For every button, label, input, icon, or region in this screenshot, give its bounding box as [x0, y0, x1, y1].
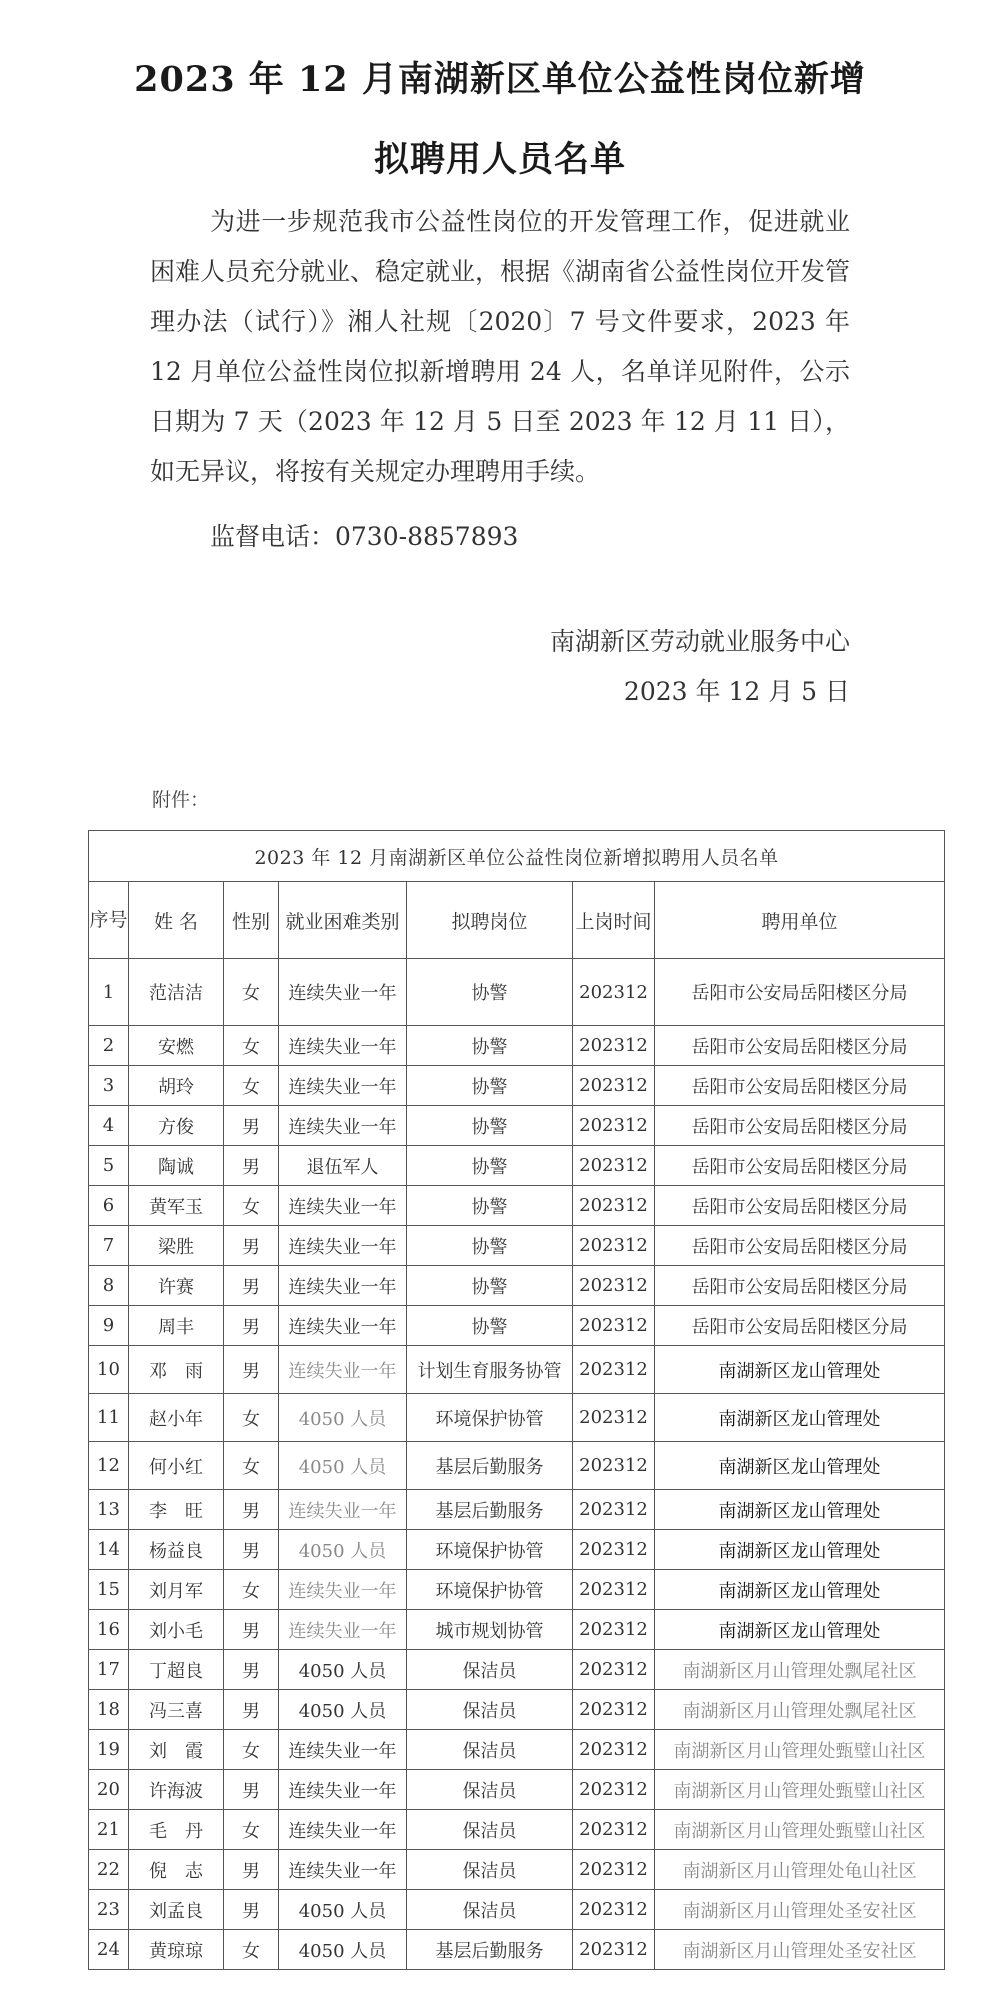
- cell-unit: 南湖新区月山管理处圣安社区: [655, 1930, 945, 1970]
- cell-start: 202312: [573, 1890, 655, 1930]
- cell-no: 18: [89, 1690, 129, 1730]
- cell-gender: 女: [224, 1570, 279, 1610]
- table-row: [89, 959, 945, 1026]
- cell-no: 2: [89, 1026, 129, 1066]
- cell-name: 赵小年: [129, 1394, 224, 1442]
- cell-position: 基层后勤服务: [407, 1442, 573, 1490]
- table-row: [89, 1066, 945, 1106]
- cell-start: 202312: [573, 1106, 655, 1146]
- cell-gender: 女: [224, 1730, 279, 1770]
- table-row: [89, 1266, 945, 1306]
- cell-unit: 岳阳市公安局岳阳楼区分局: [655, 1146, 945, 1186]
- table-row: [89, 1186, 945, 1226]
- table-row: [89, 1930, 945, 1970]
- cell-gender: 女: [224, 1810, 279, 1850]
- cell-unit: 岳阳市公安局岳阳楼区分局: [655, 1226, 945, 1266]
- cell-position: 城市规划协管: [407, 1610, 573, 1650]
- cell-name: 许海波: [129, 1770, 224, 1810]
- cell-category: 连续失业一年: [279, 1226, 407, 1266]
- table-row: [89, 1610, 945, 1650]
- cell-no: 24: [89, 1930, 129, 1970]
- cell-gender: 男: [224, 1650, 279, 1690]
- cell-position: 计划生育服务协管: [407, 1346, 573, 1394]
- cell-no: 7: [89, 1226, 129, 1266]
- cell-name: 邓 雨: [129, 1346, 224, 1394]
- cell-name: 黄琼琼: [129, 1930, 224, 1970]
- intro-paragraph: 为进一步规范我市公益性岗位的开发管理工作，促进就业困难人员充分就业、稳定就业，根据《湖南省公益性岗位开发管理办法（试行）》湘人社规〔2020〕7 号文件要求，2023 年 12 月单位公益性岗位拟新增聘用 24 人，名单详见附件，公示日期为 7 天（2023 年 12 月 5 日至 2023 年 12 月 11 日），如无异议，将按有关规定办理聘用手续。: [150, 207, 851, 486]
- cell-start: 202312: [573, 1346, 655, 1394]
- cell-no: 13: [89, 1490, 129, 1530]
- cell-gender: 男: [224, 1226, 279, 1266]
- cell-no: 8: [89, 1266, 129, 1306]
- cell-category: 连续失业一年: [279, 1106, 407, 1146]
- cell-no: 16: [89, 1610, 129, 1650]
- cell-category: 连续失业一年: [279, 1850, 407, 1890]
- cell-unit: 南湖新区月山管理处甄璧山社区: [655, 1770, 945, 1810]
- cell-gender: 女: [224, 1026, 279, 1066]
- cell-start: 202312: [573, 1266, 655, 1306]
- cell-unit: 南湖新区月山管理处圣安社区: [655, 1890, 945, 1930]
- table-row: [89, 1650, 945, 1690]
- cell-name: 周丰: [129, 1306, 224, 1346]
- cell-no: 19: [89, 1730, 129, 1770]
- cell-unit: 岳阳市公安局岳阳楼区分局: [655, 1186, 945, 1226]
- supervision-phone: 监督电话：0730-8857893: [210, 522, 519, 551]
- cell-position: 保洁员: [407, 1850, 573, 1890]
- signature-org: 南湖新区劳动就业服务中心: [549, 627, 850, 656]
- header-category: 就业困难类别: [279, 882, 407, 959]
- cell-unit: 南湖新区龙山管理处: [655, 1346, 945, 1394]
- cell-no: 21: [89, 1810, 129, 1850]
- cell-gender: 女: [224, 1066, 279, 1106]
- cell-name: 丁超良: [129, 1650, 224, 1690]
- cell-category: 4050 人员: [279, 1890, 407, 1930]
- table-row: [89, 1226, 945, 1266]
- cell-start: 202312: [573, 1930, 655, 1970]
- cell-position: 协警: [407, 959, 573, 1026]
- cell-no: 11: [89, 1394, 129, 1442]
- cell-position: 保洁员: [407, 1810, 573, 1850]
- cell-category: 连续失业一年: [279, 1810, 407, 1850]
- cell-unit: 岳阳市公安局岳阳楼区分局: [655, 1106, 945, 1146]
- cell-category: 连续失业一年: [279, 1306, 407, 1346]
- table-caption: 2023 年 12 月南湖新区单位公益性岗位新增拟聘用人员名单: [89, 831, 945, 882]
- cell-gender: 男: [224, 1490, 279, 1530]
- cell-position: 保洁员: [407, 1770, 573, 1810]
- cell-name: 毛 丹: [129, 1810, 224, 1850]
- cell-no: 9: [89, 1306, 129, 1346]
- cell-start: 202312: [573, 1610, 655, 1650]
- header-no: 序号: [89, 882, 129, 959]
- cell-gender: 女: [224, 1186, 279, 1226]
- cell-position: 协警: [407, 1026, 573, 1066]
- cell-position: 保洁员: [407, 1890, 573, 1930]
- cell-category: 4050 人员: [279, 1930, 407, 1970]
- table-row: [89, 1530, 945, 1570]
- cell-category: 4050 人员: [279, 1690, 407, 1730]
- cell-unit: 岳阳市公安局岳阳楼区分局: [655, 1026, 945, 1066]
- cell-no: 15: [89, 1570, 129, 1610]
- table-row: [89, 1890, 945, 1930]
- header-start: 上岗时间: [573, 882, 655, 959]
- cell-position: 环境保护协管: [407, 1530, 573, 1570]
- cell-position: 协警: [407, 1306, 573, 1346]
- cell-position: 协警: [407, 1266, 573, 1306]
- cell-name: 许赛: [129, 1266, 224, 1306]
- cell-no: 22: [89, 1850, 129, 1890]
- cell-name: 李 旺: [129, 1490, 224, 1530]
- cell-category: 连续失业一年: [279, 1066, 407, 1106]
- table-caption-row: [89, 831, 945, 882]
- cell-start: 202312: [573, 1226, 655, 1266]
- cell-gender: 女: [224, 1930, 279, 1970]
- cell-start: 202312: [573, 1026, 655, 1066]
- cell-category: 4050 人员: [279, 1530, 407, 1570]
- doc-title-line1: 2023 年 12 月南湖新区单位公益性岗位新增: [134, 59, 866, 100]
- cell-unit: 南湖新区月山管理处飘尾社区: [655, 1690, 945, 1730]
- cell-unit: 南湖新区龙山管理处: [655, 1530, 945, 1570]
- cell-position: 协警: [407, 1226, 573, 1266]
- cell-category: 连续失业一年: [279, 1186, 407, 1226]
- cell-name: 陶诚: [129, 1146, 224, 1186]
- cell-start: 202312: [573, 1306, 655, 1346]
- cell-name: 杨益良: [129, 1530, 224, 1570]
- cell-category: 连续失业一年: [279, 1026, 407, 1066]
- cell-position: 基层后勤服务: [407, 1930, 573, 1970]
- roster-table-part1: [88, 830, 945, 1226]
- cell-start: 202312: [573, 1530, 655, 1570]
- cell-category: 连续失业一年: [279, 1730, 407, 1770]
- cell-gender: 男: [224, 1530, 279, 1570]
- table-row: [89, 1810, 945, 1850]
- table-row: [89, 1306, 945, 1346]
- header-position: 拟聘岗位: [407, 882, 573, 959]
- cell-gender: 男: [224, 1890, 279, 1930]
- cell-start: 202312: [573, 1442, 655, 1490]
- cell-name: 刘小毛: [129, 1610, 224, 1650]
- table-row: [89, 1394, 945, 1442]
- cell-position: 环境保护协管: [407, 1394, 573, 1442]
- cell-start: 202312: [573, 1730, 655, 1770]
- cell-unit: 岳阳市公安局岳阳楼区分局: [655, 1266, 945, 1306]
- cell-category: 连续失业一年: [279, 959, 407, 1026]
- cell-position: 基层后勤服务: [407, 1490, 573, 1530]
- doc-title-line2: 拟聘用人员名单: [373, 139, 626, 180]
- attachment-label: 附件：: [152, 789, 210, 811]
- cell-name: 梁胜: [129, 1226, 224, 1266]
- table-row: [89, 1106, 945, 1146]
- cell-no: 17: [89, 1650, 129, 1690]
- cell-gender: 女: [224, 1442, 279, 1490]
- cell-category: 连续失业一年: [279, 1570, 407, 1610]
- cell-unit: 南湖新区龙山管理处: [655, 1610, 945, 1650]
- cell-start: 202312: [573, 1394, 655, 1442]
- cell-category: 4050 人员: [279, 1442, 407, 1490]
- cell-unit: 南湖新区龙山管理处: [655, 1570, 945, 1610]
- table-header-row: [89, 882, 945, 959]
- table-row: [89, 1346, 945, 1394]
- cell-gender: 女: [224, 1394, 279, 1442]
- table-row: [89, 1442, 945, 1490]
- cell-gender: 男: [224, 1266, 279, 1306]
- cell-name: 冯三喜: [129, 1690, 224, 1730]
- cell-position: 保洁员: [407, 1690, 573, 1730]
- cell-unit: 南湖新区龙山管理处: [655, 1490, 945, 1530]
- cell-unit: 南湖新区月山管理处甄璧山社区: [655, 1730, 945, 1770]
- cell-category: 连续失业一年: [279, 1346, 407, 1394]
- table-row: [89, 1730, 945, 1770]
- cell-gender: 男: [224, 1106, 279, 1146]
- cell-no: 4: [89, 1106, 129, 1146]
- cell-position: 环境保护协管: [407, 1570, 573, 1610]
- cell-name: 何小红: [129, 1442, 224, 1490]
- cell-unit: 南湖新区月山管理处飘尾社区: [655, 1650, 945, 1690]
- cell-start: 202312: [573, 1066, 655, 1106]
- cell-start: 202312: [573, 1186, 655, 1226]
- cell-unit: 南湖新区龙山管理处: [655, 1442, 945, 1490]
- cell-unit: 南湖新区月山管理处龟山社区: [655, 1850, 945, 1890]
- cell-gender: 男: [224, 1850, 279, 1890]
- cell-start: 202312: [573, 959, 655, 1026]
- cell-category: 退伍军人: [279, 1146, 407, 1186]
- cell-position: 协警: [407, 1186, 573, 1226]
- cell-gender: 男: [224, 1306, 279, 1346]
- cell-gender: 男: [224, 1770, 279, 1810]
- cell-category: 4050 人员: [279, 1650, 407, 1690]
- cell-name: 安燃: [129, 1026, 224, 1066]
- cell-name: 刘月军: [129, 1570, 224, 1610]
- cell-start: 202312: [573, 1810, 655, 1850]
- header-gender: 性别: [224, 882, 279, 959]
- cell-name: 范洁洁: [129, 959, 224, 1026]
- cell-gender: 男: [224, 1610, 279, 1650]
- cell-unit: 南湖新区月山管理处甄璧山社区: [655, 1810, 945, 1850]
- cell-no: 3: [89, 1066, 129, 1106]
- table-row: [89, 1850, 945, 1890]
- cell-name: 胡玲: [129, 1066, 224, 1106]
- cell-start: 202312: [573, 1146, 655, 1186]
- cell-position: 保洁员: [407, 1730, 573, 1770]
- cell-no: 1: [89, 959, 129, 1026]
- cell-no: 23: [89, 1890, 129, 1930]
- cell-category: 连续失业一年: [279, 1770, 407, 1810]
- cell-name: 黄军玉: [129, 1186, 224, 1226]
- roster-table-part2: [88, 1225, 945, 1970]
- cell-position: 协警: [407, 1146, 573, 1186]
- header-name: 姓 名: [129, 882, 224, 959]
- cell-gender: 男: [224, 1346, 279, 1394]
- cell-no: 20: [89, 1770, 129, 1810]
- cell-position: 保洁员: [407, 1650, 573, 1690]
- cell-category: 连续失业一年: [279, 1266, 407, 1306]
- cell-gender: 男: [224, 1690, 279, 1730]
- cell-no: 6: [89, 1186, 129, 1226]
- cell-unit: 南湖新区龙山管理处: [655, 1394, 945, 1442]
- cell-start: 202312: [573, 1690, 655, 1730]
- cell-unit: 岳阳市公安局岳阳楼区分局: [655, 1306, 945, 1346]
- table-row: [89, 1770, 945, 1810]
- cell-unit: 岳阳市公安局岳阳楼区分局: [655, 959, 945, 1026]
- cell-start: 202312: [573, 1570, 655, 1610]
- cell-name: 方俊: [129, 1106, 224, 1146]
- table-row: [89, 1146, 945, 1186]
- cell-start: 202312: [573, 1770, 655, 1810]
- cell-category: 连续失业一年: [279, 1490, 407, 1530]
- cell-category: 4050 人员: [279, 1394, 407, 1442]
- cell-category: 连续失业一年: [279, 1610, 407, 1650]
- cell-name: 倪 志: [129, 1850, 224, 1890]
- cell-start: 202312: [573, 1650, 655, 1690]
- cell-position: 协警: [407, 1066, 573, 1106]
- signature-date: 2023 年 12 月 5 日: [623, 677, 850, 706]
- table-row: [89, 1026, 945, 1066]
- cell-no: 12: [89, 1442, 129, 1490]
- cell-start: 202312: [573, 1850, 655, 1890]
- cell-position: 协警: [407, 1106, 573, 1146]
- header-unit: 聘用单位: [655, 882, 945, 959]
- cell-unit: 岳阳市公安局岳阳楼区分局: [655, 1066, 945, 1106]
- cell-gender: 女: [224, 959, 279, 1026]
- cell-no: 14: [89, 1530, 129, 1570]
- cell-no: 10: [89, 1346, 129, 1394]
- table-row: [89, 1690, 945, 1730]
- cell-name: 刘 霞: [129, 1730, 224, 1770]
- table-row: [89, 1490, 945, 1530]
- cell-name: 刘孟良: [129, 1890, 224, 1930]
- table-row: [89, 1570, 945, 1610]
- cell-gender: 男: [224, 1146, 279, 1186]
- cell-no: 5: [89, 1146, 129, 1186]
- cell-start: 202312: [573, 1490, 655, 1530]
